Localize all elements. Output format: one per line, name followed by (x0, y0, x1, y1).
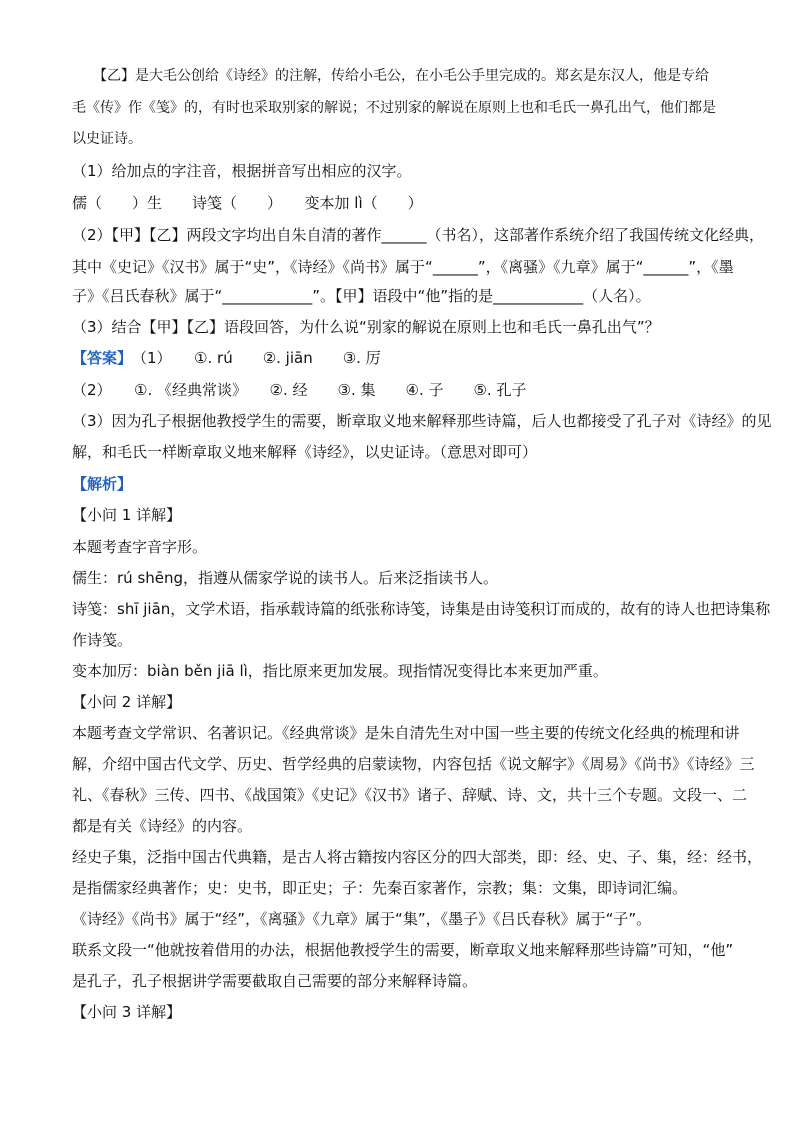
answer-3: （3）因为孔子根据他教授学生的需要，断章取义地来解释那些诗篇，后人也都接受了孔子对《诗经》的见 (72, 412, 772, 430)
analysis-text: 《诗经》《尚书》属于“经”，《离骚》《九章》属于“集”，《墨子》《吕氏春秋》属于“子”。 (72, 910, 652, 928)
question-2: 其中《史记》《汉书》属于“史”，《诗经》《尚书》属于“______”，《离骚》《九章》属于“______”，《墨 (72, 258, 734, 276)
analysis-text: 是孔子，孔子根据讲学需要截取自己需要的部分来解释诗篇。 (72, 972, 478, 990)
sub-question-1-heading: 【小问 1 详解】 (72, 506, 182, 524)
answer-heading: 【答案】 (72, 349, 133, 367)
answer-2: （2） ①. 《经典常谈》 ②. 经 ③. 集 ④. 子 ⑤. 孔子 (72, 381, 527, 399)
question-1: （1）给加点的字注音，根据拼音写出相应的汉字。 (72, 162, 412, 180)
question-3: （3）结合【甲】【乙】语段回答，为什么说“别家的解说在原则上也和毛氏一鼻孔出气”？ (72, 318, 660, 336)
passage-line: 毛《传》作《笺》的，有时也采取别家的解说；不过别家的解说在原则上也和毛氏一鼻孔出气，他们都是 (72, 100, 716, 116)
analysis-text: 本题考查字音字形。 (72, 538, 208, 556)
sub-question-2-heading: 【小问 2 详解】 (72, 693, 182, 711)
analysis-text: 都是有关《诗经》的内容。 (72, 817, 253, 835)
analysis-text: 礼、《春秋》三传、四书、《战国策》《史记》《汉书》诸子、辞赋、诗、文，共十三个专题。文段一、二 (72, 786, 748, 804)
analysis-text: 经史子集，泛指中国古代典籍，是古人将古籍按内容区分的四大部类，即：经、史、子、集，经：经书， (72, 848, 763, 866)
question-2: （2）【甲】【乙】两段文字均出自朱自清的著作______（书名），这部著作系统介绍了我国传统文化经典， (72, 226, 765, 244)
passage-line: 【乙】是大毛公创给《诗经》的注解，传给小毛公，在小毛公手里完成的。郑玄是东汉人，他是专给 (72, 68, 709, 84)
analysis-text: 作诗笺。 (72, 631, 133, 649)
analysis-text: 解，介绍中国古代文学、历史、哲学经典的启蒙读物，内容包括《说文解字》《周易》《尚书》《诗经》三 (72, 755, 755, 773)
analysis-text: 变本加厉：biàn běn jiā lì，指比原来更加发展。现指情况变得比本来更加严重。 (72, 662, 608, 680)
analysis-text: 儒生：rú shēng，指遵从儒家学说的读书人。后来泛指读书人。 (72, 569, 499, 587)
question-2: 子》《吕氏春秋》属于“____________”。【甲】语段中“他”指的是____________（人名）。 (72, 287, 651, 305)
answer-1: （1） ①. rú ②. jiān ③. 厉 (132, 349, 381, 367)
question-1-items: 儒（ ）生 诗笺（ ） 变本加 lì（ ） (72, 194, 423, 212)
analysis-text: 本题考查文学常识、名著识记。《经典常谈》是朱自清先生对中国一些主要的传统文化经典的梳理和讲 (72, 724, 740, 742)
passage-line: 以史证诗。 (72, 131, 142, 147)
analysis-text: 诗笺：shī jiān，文学术语，指承载诗篇的纸张称诗笺，诗集是由诗笺积订而成的，故有的诗人也把诗集称 (72, 600, 771, 618)
analysis-heading: 【解析】 (72, 475, 133, 493)
sub-question-3-heading: 【小问 3 详解】 (72, 1003, 182, 1021)
answer-3: 解，和毛氏一样断章取义地来解释《诗经》，以史证诗。（意思对即可） (72, 443, 538, 461)
analysis-text: 联系文段一“他就按着借用的办法，根据他教授学生的需要，断章取义地来解释那些诗篇”可知，“他” (72, 941, 734, 959)
analysis-text: 是指儒家经典著作；史：史书，即正史；子：先秦百家著作，宗教；集：文集，即诗词汇编。 (72, 879, 688, 897)
